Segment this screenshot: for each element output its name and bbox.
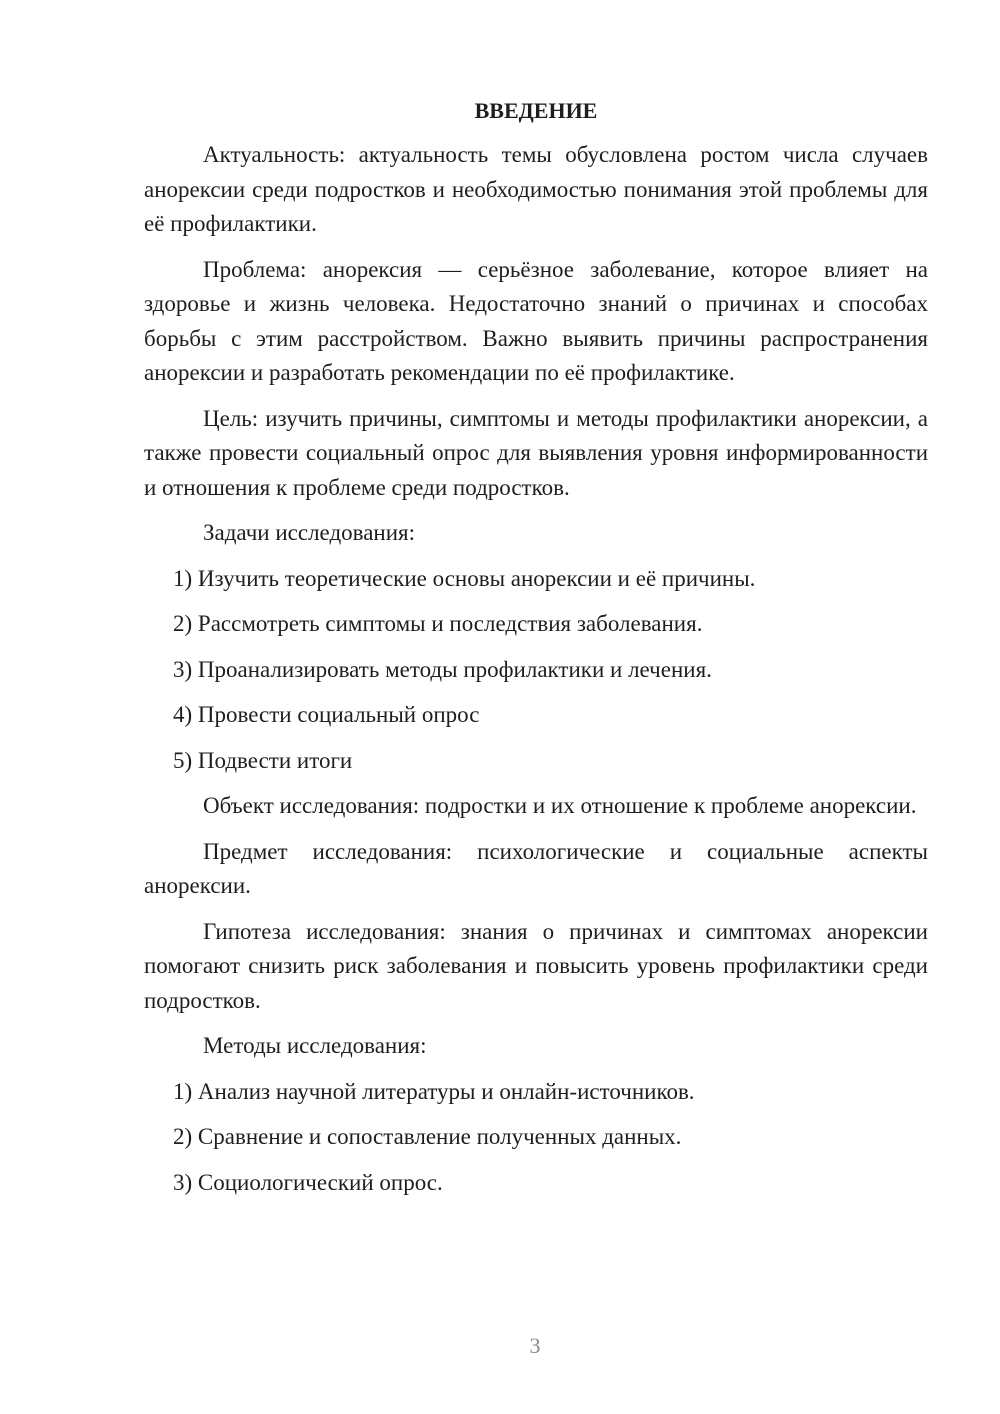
list-item: 4) Провести социальный опрос — [173, 702, 480, 727]
list-item: 3) Социологический опрос. — [173, 1169, 443, 1195]
page-number: 3 — [529, 1333, 541, 1358]
list-item: 1) Изучить теоретические основы анорексии и её причины. — [173, 565, 756, 591]
page-content — [144, 96, 928, 1211]
tasks-heading: Задачи исследования: — [203, 520, 416, 545]
methods-heading: Методы исследования: — [203, 1033, 427, 1058]
list-item: 1) Анализ научной литературы и онлайн-источников. — [173, 1078, 695, 1104]
list-item: 2) Сравнение и сопоставление полученных данных. — [173, 1124, 682, 1149]
paragraph-subject: Предмет исследования: психологические и социальные аспекты анорексии. — [144, 838, 928, 898]
methods-list — [144, 1075, 928, 1201]
page-title: ВВЕДЕНИЕ — [474, 98, 598, 123]
paragraph-relevance: Актуальность: актуальность темы обусловлена ростом числа случаев анорексии среди подростков и необходимостью понимания этой проблемы для её профилактики. — [144, 142, 928, 236]
paragraph-hypothesis: Гипотеза исследования: знания о причинах и симптомах анорексии помогают снизить риск заболевания и повысить уровень профилактики среди подростков. — [144, 918, 928, 1013]
paragraph-problem: Проблема: анорексия — серьёзное заболевание, которое влияет на здоровье и жизнь человека. Недостаточно знаний о причинах и способах борьбы с этим расстройством. Важно выявить причины распространения анорексии и разработать рекомендации по её профилактике. — [144, 256, 928, 385]
paragraph-object: Объект исследования: подростки и их отношение к проблеме анорексии. — [203, 793, 917, 818]
tasks-list — [144, 562, 928, 779]
list-item: 3) Проанализировать методы профилактики и лечения. — [173, 656, 712, 682]
list-item: 2) Рассмотреть симптомы и последствия заболевания. — [173, 611, 703, 636]
paragraph-goal: Цель: изучить причины, симптомы и методы профилактики анорексии, а также провести социальный опрос для выявления уровня информированности и отношения к проблеме среди подростков. — [144, 405, 928, 500]
list-item: 5) Подвести итоги — [173, 747, 353, 773]
